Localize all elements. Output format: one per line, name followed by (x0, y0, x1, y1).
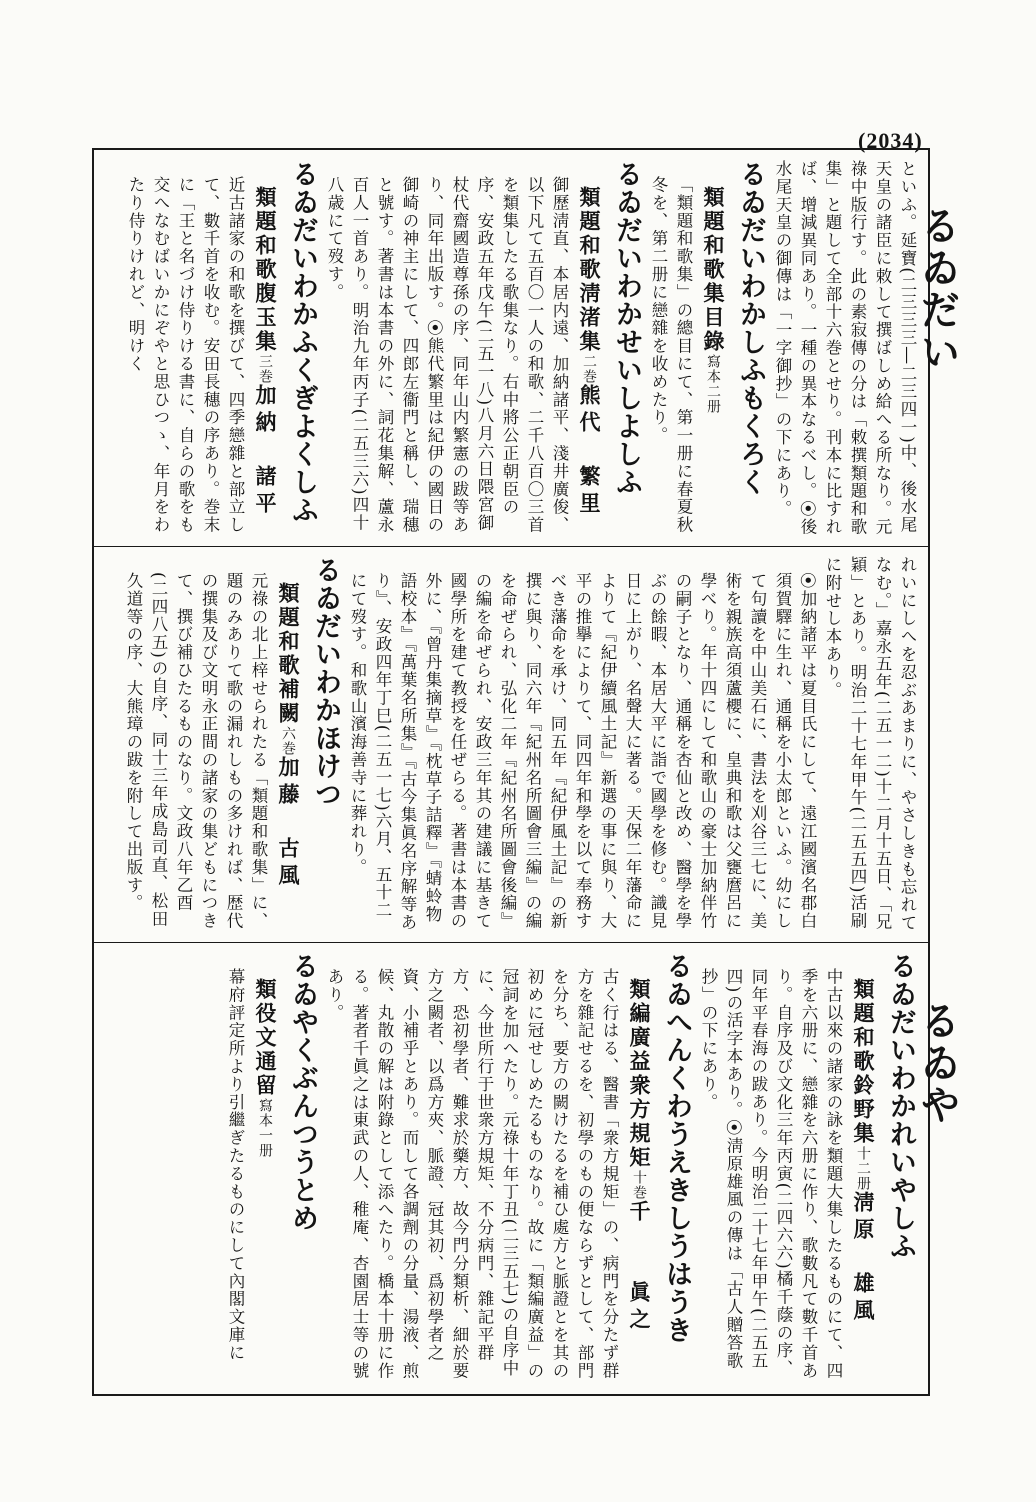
entry-body: 中古以來の諸家の詠を類題大集したるものにて、四季を六册に、戀雜を六册に作り、歌數凡て數千首あり。自序及び文化三年丙寅(二四六六)橘千蔭の序、同年平春海の跋あり。今明治二十七年甲午(二五五四)の活字本あり。⦿淸原雄風の傳は「古人贈答歌抄」の下にあり。 (699, 968, 843, 1380)
volume-note: 六巻 (280, 726, 296, 756)
tier-divider-lower (94, 942, 928, 943)
running-head-top: るゐだい (914, 205, 961, 373)
entry-body: 幕府評定所より引繼ぎたるものにして內閣文庫に (226, 968, 245, 1362)
running-head-bottom: るゐや (914, 1000, 961, 1126)
title-text: 類役文通留 (253, 978, 278, 1098)
entry-heading: るゐへんくわうえきしうはうき (661, 952, 692, 1344)
title-text: 類題和歌鈴野集 (851, 978, 876, 1146)
page-number: (2034) (858, 128, 923, 153)
title-text: 類題和歌補闕 (276, 582, 301, 726)
entry-body: 古く行はる、醫書「衆方規矩」の、病門を分たず群方を雜記せるを、初學のもの便ならずとして、部門を分ち、要方の闕けたるを補ひ處方と脈證とを其の初めに冠せしめたるものなり。故に「類編廣益」の冠詞を加へたり。元祿十年丁丑(二三五七)の自序中に、今世所行于世衆方規矩、不分病門、雜記平群方、恐初學者、難求於藥方、故今門分類析、細於要方之闕者、以爲方夾、脈證、冠其初、爲初學者之資、小補乎とあり。而して各調劑の分量、湯液、煎候、丸散の解は附錄として添へたり。橋本十册に作る。著者千眞之は東武の人、稚庵、杏園居士等の號あり。 (325, 968, 619, 1380)
author-name: 加藤 古風 (276, 756, 301, 891)
entry-title (622, 978, 656, 1380)
volume-note: 三巻 (257, 354, 273, 384)
author-name: 加納 諸平 (253, 384, 278, 519)
entry-heading: るゐだいわかほけつ (310, 556, 341, 808)
continued-paragraph: といふ。延寶(二三三三―二三四一)中、後水尾天皇の諸臣に敕して撰ばしめ給へる所なり。元祿中版行す。此の素寂傳の分は「敕撰類題和歌集」と題して全部十六巻とせり。刊本に比すれば、增減異同あり。一種の異本なるべし。⦿後水尾天皇の御傳は「一字御抄」の下にあり。 (773, 160, 917, 536)
entry-title (846, 978, 880, 1380)
entry-heading: るゐやくぶんつうとめ (287, 952, 318, 1232)
entry-title (248, 978, 282, 1380)
volume-note: 二巻 (581, 354, 597, 384)
bottom-tier-text (130, 952, 920, 1380)
volume-note: 寫本一册 (257, 1098, 273, 1158)
volume-note: 十二册 (855, 1146, 871, 1191)
entry-heading: るゐだいわかふくぎよくしふ (287, 160, 318, 524)
entry-body: 元祿の北上梓せられたる「類題和歌集」に、題のみありて歌の漏れしもの多ければ、歴代の撰集及び文明永正間の諸家の集どもにつきて、撰び補ひたるものなり。文政八年乙酉(二四八五)の自序、同十三年成島司直、松田久道等の序、大熊璋の跋を附して出版す。 (124, 572, 268, 930)
entry-body: 近古諸家の和歌を撰びて、四季戀雜と部立して、數千首を收む。安田長穗の序あり。巻末に「王と名づけ侍りける書に、自らの歌をも交へなむばいかにぞやと思ひつゝ、年月をわたり侍りけれど、明けく (126, 176, 245, 534)
entry-heading: るゐだいわかせいしよしふ (611, 160, 642, 496)
title-text: 類題和歌集目錄 (701, 186, 726, 354)
volume-note: 寫本二册 (705, 354, 721, 414)
author-name: 千 眞之 (627, 1200, 652, 1335)
biography-paragraph: ⦿加納諸平は夏目氏にして、遠江國濱名郡白須賀驛に生れ、通稱を小太郎といふ。幼にして句讀を中山美石に、書法を刈谷三七に、美術を親族高須蘆櫻に、皇典和歌は父甕麿呂に學べり。年十四にして和歌山の豪士加納伴竹の嗣子となり、通稱を杏仙と改め、醫學を學ぶの餘暇、本居大平に詣で國學を修む。識見日に上がり、名聲大に著る。天保二年藩命によりて『紀伊續風土記』新選の事に與り、大平の推擧によりて、同四年和學を以て奉務すべき藩命を承け、同五年『紀伊風土記』の新撰に與り、同六年『紀州名所圖會三編』の編を命ぜられ、弘化二年『紀州名所圖會後編』の編を命ぜられ、安政三年其の建議に基きて國學所を建て教授を任ぜらる。著書は本書の外に、『曾丹集摘草』『枕草子詰釋』『蜻蛉物語校本』『萬葉名所集』『古今集眞名序解等あり』、安政四年丁巳(二五一七)六月、五十二にて歿す。和歌山濱海善寺に葬れり。 (348, 572, 817, 932)
volume-note: 十巻 (631, 1170, 647, 1200)
entry-title (696, 186, 730, 540)
title-text: 類題和歌腹玉集 (253, 186, 278, 354)
tier-divider-upper (94, 546, 928, 547)
entry-heading: るゐだいわかしふもくろく (735, 160, 766, 496)
entry-body: 御歷淸直、本居内遠、加納諸平、淺井廣俊、以下凡て五百〇一人の和歌、二千八百〇三首を類集したる歌集なり。右中將公正朝臣の序、安政五年戊午(二五一八)八月六日隈宮御杖代齋國造尊孫の序、同年山内繁憲の跋等あり、同年出版す。⦿熊代繁里は紀伊の國日の御崎の神主にして、四郎左衞門と稱し、瑞穗と號す。著書は本書の外に、詞花集解、蘆永百人一首あり。明治九年丙子(二五三六)四十八歳にて歿す。 (325, 176, 569, 534)
entry-body: 「類題和歌集」の總目にて、第一册に春夏秋冬を、第二册に戀雜を收めたり。 (649, 176, 693, 534)
middle-tier-text (124, 556, 920, 936)
entry-heading: るゐだいわかれいやしふ (885, 952, 916, 1260)
author-name: 熊代 繁里 (577, 384, 602, 519)
title-text: 類編廣益衆方規矩 (627, 978, 652, 1170)
author-name: 淸原 雄風 (851, 1191, 876, 1326)
entry-title (248, 186, 282, 540)
top-tier-text (126, 160, 920, 540)
continued-paragraph: れいにしへを忍ぶあまりに、やさしきも忘れてなむ。」嘉永五年(二五一二)十二月十五日、「兄穎」とあり。明治二十七年甲午(二五五四)活刷に附せし本あり。 (823, 556, 917, 932)
entry-title (271, 582, 305, 936)
title-text: 類題和歌淸渚集 (577, 186, 602, 354)
entry-title (572, 186, 606, 540)
